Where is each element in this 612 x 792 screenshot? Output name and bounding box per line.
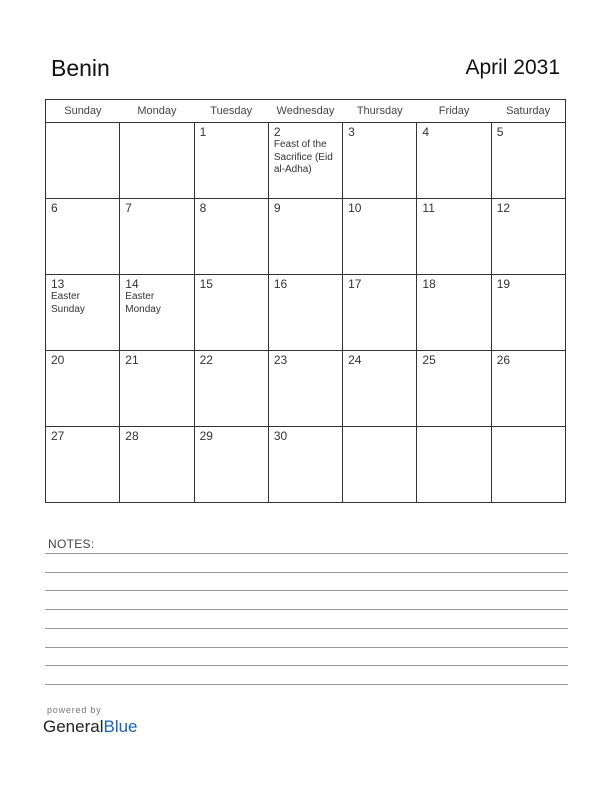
note-line: [45, 553, 568, 554]
day-cell: [417, 199, 491, 275]
day-cell: [343, 199, 417, 275]
weekday-thursday: Thursday: [343, 100, 417, 123]
day-cell: [417, 275, 491, 351]
day-cell: [120, 275, 194, 351]
day-cell: [343, 351, 417, 427]
brand-general: General: [43, 717, 104, 736]
day-cell: [120, 199, 194, 275]
day-cell: [268, 427, 342, 503]
weekday-monday: Monday: [120, 100, 194, 123]
day-cell: [120, 427, 194, 503]
day-cell: [268, 123, 342, 199]
week-row: [46, 123, 566, 199]
holiday-label: Feast of the Sacrifice (Eid al-Adha): [273, 139, 333, 175]
powered-by-text: powered by: [47, 705, 102, 715]
weekday-sunday: Sunday: [46, 100, 120, 123]
day-number: 6: [51, 201, 58, 215]
note-line: [45, 628, 568, 629]
day-number: 3: [348, 125, 355, 139]
brand-blue: Blue: [103, 717, 138, 736]
month-title: April 2031: [465, 56, 560, 79]
day-cell: [491, 275, 565, 351]
note-line: [45, 647, 568, 648]
day-number: 14: [125, 277, 139, 291]
day-cell: [46, 199, 120, 275]
week-row: [46, 427, 566, 503]
weekday-saturday: Saturday: [491, 100, 565, 123]
day-cell: [194, 199, 268, 275]
day-cell: [46, 275, 120, 351]
note-line: [45, 609, 568, 610]
day-number: 20: [51, 353, 65, 367]
holiday-label: Easter Monday: [125, 291, 161, 315]
day-cell: [194, 123, 268, 199]
day-number: 12: [496, 201, 511, 215]
note-line: [45, 684, 568, 685]
day-cell: [417, 427, 491, 503]
day-cell: [268, 351, 342, 427]
day-cell: [343, 123, 417, 199]
day-number: 7: [125, 201, 132, 215]
country-title: Benin: [51, 55, 110, 81]
weekday-friday: Friday: [417, 100, 491, 123]
week-row: [46, 275, 566, 351]
day-number: 13: [51, 277, 65, 291]
weekday-header-row: [46, 100, 566, 123]
day-number: 19: [496, 277, 511, 291]
calendar-grid: [45, 99, 566, 503]
day-number: 25: [422, 353, 436, 367]
day-cell: [343, 275, 417, 351]
notes-label: NOTES:: [48, 537, 95, 551]
week-row: [46, 199, 566, 275]
day-cell: [417, 123, 491, 199]
day-number: 4: [422, 125, 430, 139]
day-number: 17: [348, 277, 362, 291]
day-number: 5: [496, 125, 504, 139]
day-cell: [491, 427, 565, 503]
day-number: 16: [273, 277, 288, 291]
weekday-wednesday: Wednesday: [268, 100, 342, 123]
note-line: [45, 665, 568, 666]
day-cell: [417, 351, 491, 427]
day-number: 9: [273, 201, 281, 215]
day-number: 24: [348, 353, 362, 367]
day-cell: [491, 123, 565, 199]
day-cell: [194, 275, 268, 351]
day-cell: [268, 275, 342, 351]
week-row: [46, 351, 566, 427]
day-cell: [491, 199, 565, 275]
note-line: [45, 590, 568, 591]
day-cell: [120, 351, 194, 427]
day-cell: [120, 123, 194, 199]
day-number: 11: [422, 201, 435, 215]
day-number: 22: [199, 353, 213, 367]
day-number: 28: [125, 429, 139, 443]
day-number: 2: [273, 125, 281, 139]
day-number: 27: [51, 429, 65, 443]
holiday-label: Easter Sunday: [51, 291, 85, 315]
day-number: 26: [496, 353, 511, 367]
generalblue-logo[interactable]: [43, 717, 138, 737]
day-number: 8: [199, 201, 207, 215]
day-cell: [46, 123, 120, 199]
day-number: 23: [273, 353, 288, 367]
day-number: 29: [199, 429, 213, 443]
day-number: 15: [199, 277, 213, 291]
day-number: 18: [422, 277, 436, 291]
day-cell: [46, 427, 120, 503]
day-cell: [268, 199, 342, 275]
day-number: 10: [348, 201, 362, 215]
day-cell: [491, 351, 565, 427]
day-cell: [343, 427, 417, 503]
day-number: 1: [199, 125, 207, 139]
day-cell: [194, 351, 268, 427]
day-number: 30: [273, 429, 288, 443]
day-cell: [46, 351, 120, 427]
day-cell: [194, 427, 268, 503]
note-line: [45, 572, 568, 573]
day-number: 21: [125, 353, 139, 367]
weekday-tuesday: Tuesday: [194, 100, 268, 123]
